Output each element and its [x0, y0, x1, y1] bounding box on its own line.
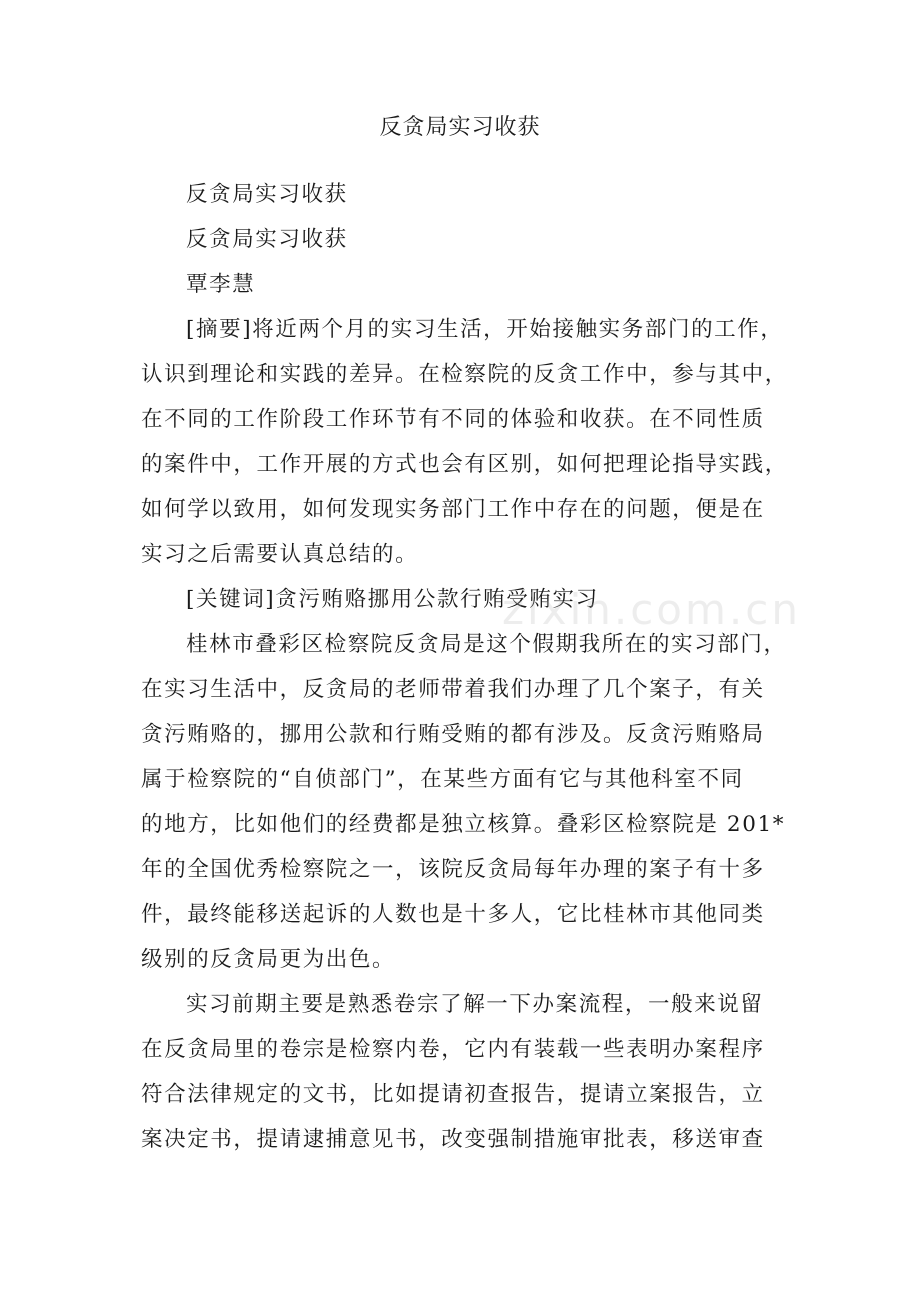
document-title: 反贪局实习收获	[379, 115, 541, 140]
body-line: 实习之后需要认真总结的。	[141, 542, 419, 567]
body-line: 反贪局实习收获	[186, 182, 348, 207]
body-line: 在不同的工作阶段工作环节有不同的体验和收获。在不同性质	[141, 407, 765, 432]
body-line: 属于检察院的“自侦部门”，在某些方面有它与其他科室不同	[141, 767, 744, 792]
body-line: 案决定书，提请逮捕意见书，改变强制措施审批表，移送审查	[141, 1127, 765, 1152]
watermark: zixin.com.cn	[502, 585, 801, 634]
body-line: 反贪局实习收获	[186, 227, 348, 252]
body-line: 的案件中，工作开展的方式也会有区别，如何把理论指导实践，	[141, 452, 788, 477]
body-line: 在反贪局里的卷宗是检察内卷，它内有装载一些表明办案程序	[141, 1037, 765, 1062]
body-line: 级别的反贪局更为出色。	[141, 947, 396, 972]
body-line: 覃李慧	[186, 272, 256, 297]
body-line: 认识到理论和实践的差异。在检察院的反贪工作中，参与其中，	[141, 362, 788, 387]
body-line: 的地方，比如他们的经费都是独立核算。叠彩区检察院是 201*	[141, 812, 786, 837]
body-line: 在实习生活中，反贪局的老师带着我们办理了几个案子，有关	[141, 677, 765, 702]
body-line: 桂林市叠彩区检察院反贪局是这个假期我所在的实习部门，	[186, 632, 787, 657]
body-line: [摘要]将近两个月的实习生活，开始接触实务部门的工作，	[186, 317, 784, 342]
body-line: 件，最终能移送起诉的人数也是十多人，它比桂林市其他同类	[141, 902, 765, 927]
body-line: 如何学以致用，如何发现实务部门工作中存在的问题，便是在	[141, 497, 765, 522]
body-line: 贪污贿赂的，挪用公款和行贿受贿的都有涉及。反贪污贿赂局	[141, 722, 765, 747]
body-line: 实习前期主要是熟悉卷宗了解一下办案流程，一般来说留	[186, 992, 764, 1017]
body-line: 年的全国优秀检察院之一，该院反贪局每年办理的案子有十多	[141, 857, 765, 882]
body-line: [关键词]贪污贿赂挪用公款行贿受贿实习	[186, 587, 599, 612]
body-line: 符合法律规定的文书，比如提请初查报告，提请立案报告，立	[141, 1082, 765, 1107]
document-body	[141, 172, 788, 1162]
